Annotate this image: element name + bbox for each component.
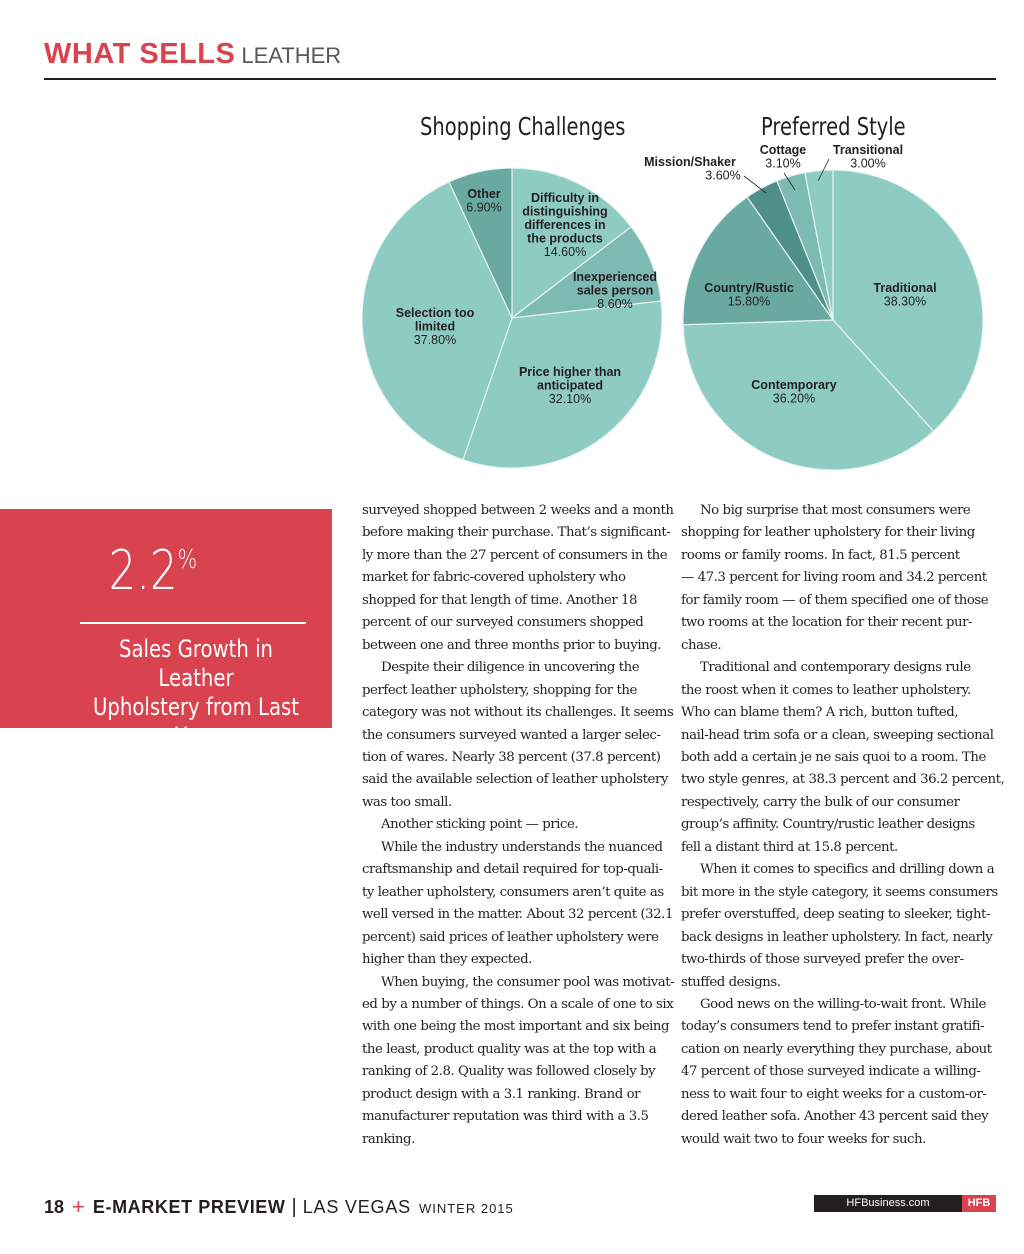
brand-logo: HFB bbox=[962, 1195, 996, 1212]
article-line: respectively, carry the bulk of our consumer bbox=[681, 794, 960, 810]
article-line: would wait two to four weeks for such. bbox=[681, 1131, 926, 1147]
article-line: shopping for leather upholstery for their living bbox=[681, 525, 975, 541]
page-number: 18 bbox=[44, 1197, 65, 1217]
article-line: ty leather upholstery, consumers aren’t quite as bbox=[362, 884, 664, 900]
article-line: craftsmanship and detail required for top-quali- bbox=[362, 862, 663, 878]
chart-title-preferred-style: Preferred Style bbox=[761, 112, 906, 141]
article-line: between one and three months prior to buying. bbox=[362, 637, 662, 653]
article-line: cation on nearly everything they purchase, about bbox=[681, 1041, 992, 1057]
slice-label: Traditional 38.30% bbox=[873, 281, 937, 309]
article-line: 47 percent of those surveyed indicate a willing- bbox=[681, 1064, 981, 1080]
article-line: ranking of 2.8. Quality was followed closely by bbox=[362, 1064, 656, 1080]
article-line: the consumers surveyed wanted a larger selec- bbox=[362, 727, 661, 743]
article-line: two-thirds of those surveyed prefer the over- bbox=[681, 952, 964, 968]
article-line: ranking. bbox=[362, 1131, 415, 1147]
article-column-2 bbox=[681, 500, 1005, 1151]
article-line: category was not without its challenges. It seems bbox=[362, 705, 674, 721]
article-line: Despite their diligence in uncovering the bbox=[381, 660, 640, 676]
article-line: rooms or family rooms. In fact, 81.5 percent bbox=[681, 547, 960, 563]
plus-icon: + bbox=[72, 1194, 85, 1219]
article-line: shopped for that length of time. Another 18 bbox=[362, 592, 638, 608]
article-line: Traditional and contemporary designs rule bbox=[700, 660, 971, 676]
article-line: said the available selection of leather upholstery bbox=[362, 772, 668, 788]
slice-label: Cottage 3.10% bbox=[759, 143, 807, 171]
stat-value: 2.2% bbox=[108, 539, 198, 602]
website-link[interactable]: HFBusiness.com bbox=[814, 1195, 962, 1212]
slice-label: Transitional 3.00% bbox=[832, 143, 904, 171]
article-line: well versed in the matter. About 32 percent (32.1 bbox=[362, 907, 673, 923]
footer-separator: | bbox=[291, 1196, 297, 1218]
article-line: the roost when it comes to leather upholstery. bbox=[681, 682, 971, 698]
article-line: back designs in leather upholstery. In fact, nearly bbox=[681, 929, 993, 945]
article-line: perfect leather upholstery, shopping for the bbox=[362, 682, 637, 698]
article-line: tion of wares. Nearly 38 percent (37.8 percent) bbox=[362, 749, 661, 765]
pie-preferred-style bbox=[683, 170, 983, 470]
article-line: today’s consumers tend to prefer instant gratifi- bbox=[681, 1019, 985, 1035]
article-line: surveyed shopped between 2 weeks and a month bbox=[362, 503, 674, 518]
article-line: fell a distant third at 15.8 percent. bbox=[681, 839, 898, 855]
article-line: No big surprise that most consumers were bbox=[700, 503, 971, 518]
article-line: manufacturer reputation was third with a 3.5 bbox=[362, 1109, 649, 1125]
article-line: percent of our surveyed consumers shopped bbox=[362, 615, 644, 631]
article-line: prefer overstuffed, deep seating to sleeker, tight- bbox=[681, 907, 990, 923]
article-line: dered leather sofa. Another 43 percent said they bbox=[681, 1109, 989, 1125]
slice-label: Difficulty in distinguishing differences in the products 14.60% bbox=[522, 191, 608, 259]
leader-line bbox=[744, 176, 766, 193]
article-line: percent) said prices of leather upholstery were bbox=[362, 929, 659, 945]
article-line: While the industry understands the nuanced bbox=[381, 839, 663, 855]
page-footer bbox=[44, 1193, 996, 1217]
article-line: two rooms at the location for their recent pur- bbox=[681, 615, 973, 631]
article-line: for family room — of them specified one of those bbox=[681, 592, 989, 608]
stat-callout bbox=[0, 509, 332, 750]
article-line: nail-head trim sofa or a clean, sweeping sectional bbox=[681, 727, 994, 743]
article-line: Another sticking point — price. bbox=[381, 817, 579, 833]
article-line: the least, product quality was at the top with a bbox=[362, 1041, 657, 1057]
article-line: ly more than the 27 percent of consumers in the bbox=[362, 547, 668, 563]
stat-caption: Sales Growth in Leather Upholstery from Last Year bbox=[93, 635, 299, 750]
pie-charts bbox=[0, 100, 1024, 480]
article-line: product design with a 3.1 ranking. Brand or bbox=[362, 1086, 641, 1102]
slice-label: Selection too limited 37.80% bbox=[395, 306, 475, 347]
article-line: Good news on the willing-to-wait front. While bbox=[700, 996, 986, 1012]
article-line: was too small. bbox=[362, 794, 452, 810]
footer-season: WINTER 2015 bbox=[418, 1201, 514, 1216]
article-column-1 bbox=[362, 500, 675, 1151]
article-line: bit more in the style category, it seems consumers bbox=[681, 884, 998, 900]
magazine-title: E-MARKET PREVIEW bbox=[92, 1197, 286, 1217]
article-line: before making their purchase. That’s significant- bbox=[362, 525, 671, 541]
slice-label: Inexperienced sales person 8.60% bbox=[572, 270, 658, 311]
section-title: WHAT SELLS bbox=[44, 38, 236, 70]
article-line: with one being the most important and six being bbox=[362, 1019, 670, 1035]
article-line: — 47.3 percent for living room and 34.2 percent bbox=[681, 570, 987, 586]
article-line: higher than they expected. bbox=[362, 952, 532, 968]
stat-divider bbox=[80, 622, 306, 624]
article-line: both add a certain je ne sais quoi to a room. The bbox=[681, 749, 986, 765]
article-line: ness to wait four to eight weeks for a custom-or- bbox=[681, 1086, 987, 1102]
article-line: Who can blame them? A rich, button tufted, bbox=[681, 705, 959, 721]
section-subtitle: LEATHER bbox=[241, 43, 342, 68]
article-line: group’s affinity. Country/rustic leather designs bbox=[681, 817, 975, 833]
slice-label: Other 6.90% bbox=[466, 187, 502, 215]
footer-city: LAS VEGAS bbox=[302, 1197, 411, 1217]
slice-label: Country/Rustic 15.80% bbox=[704, 281, 794, 309]
page-header bbox=[44, 36, 996, 80]
slice-label: Contemporary 36.20% bbox=[751, 378, 837, 406]
article-line: chase. bbox=[681, 637, 722, 653]
article-line: two style genres, at 38.3 percent and 36.2 percent, bbox=[681, 772, 1005, 788]
article-line: When it comes to specifics and drilling down a bbox=[700, 862, 995, 878]
chart-title-shopping-challenges: Shopping Challenges bbox=[420, 112, 626, 141]
article-line: When buying, the consumer pool was motivat- bbox=[381, 974, 675, 990]
article-line: ed by a number of things. On a scale of one to six bbox=[362, 996, 674, 1012]
slice-label: Mission/Shaker 3.60% bbox=[644, 155, 741, 183]
article-line: market for fabric-covered upholstery who bbox=[362, 570, 626, 586]
article-line: stuffed designs. bbox=[681, 974, 781, 990]
slice-label: Price higher than anticipated 32.10% bbox=[518, 365, 622, 406]
